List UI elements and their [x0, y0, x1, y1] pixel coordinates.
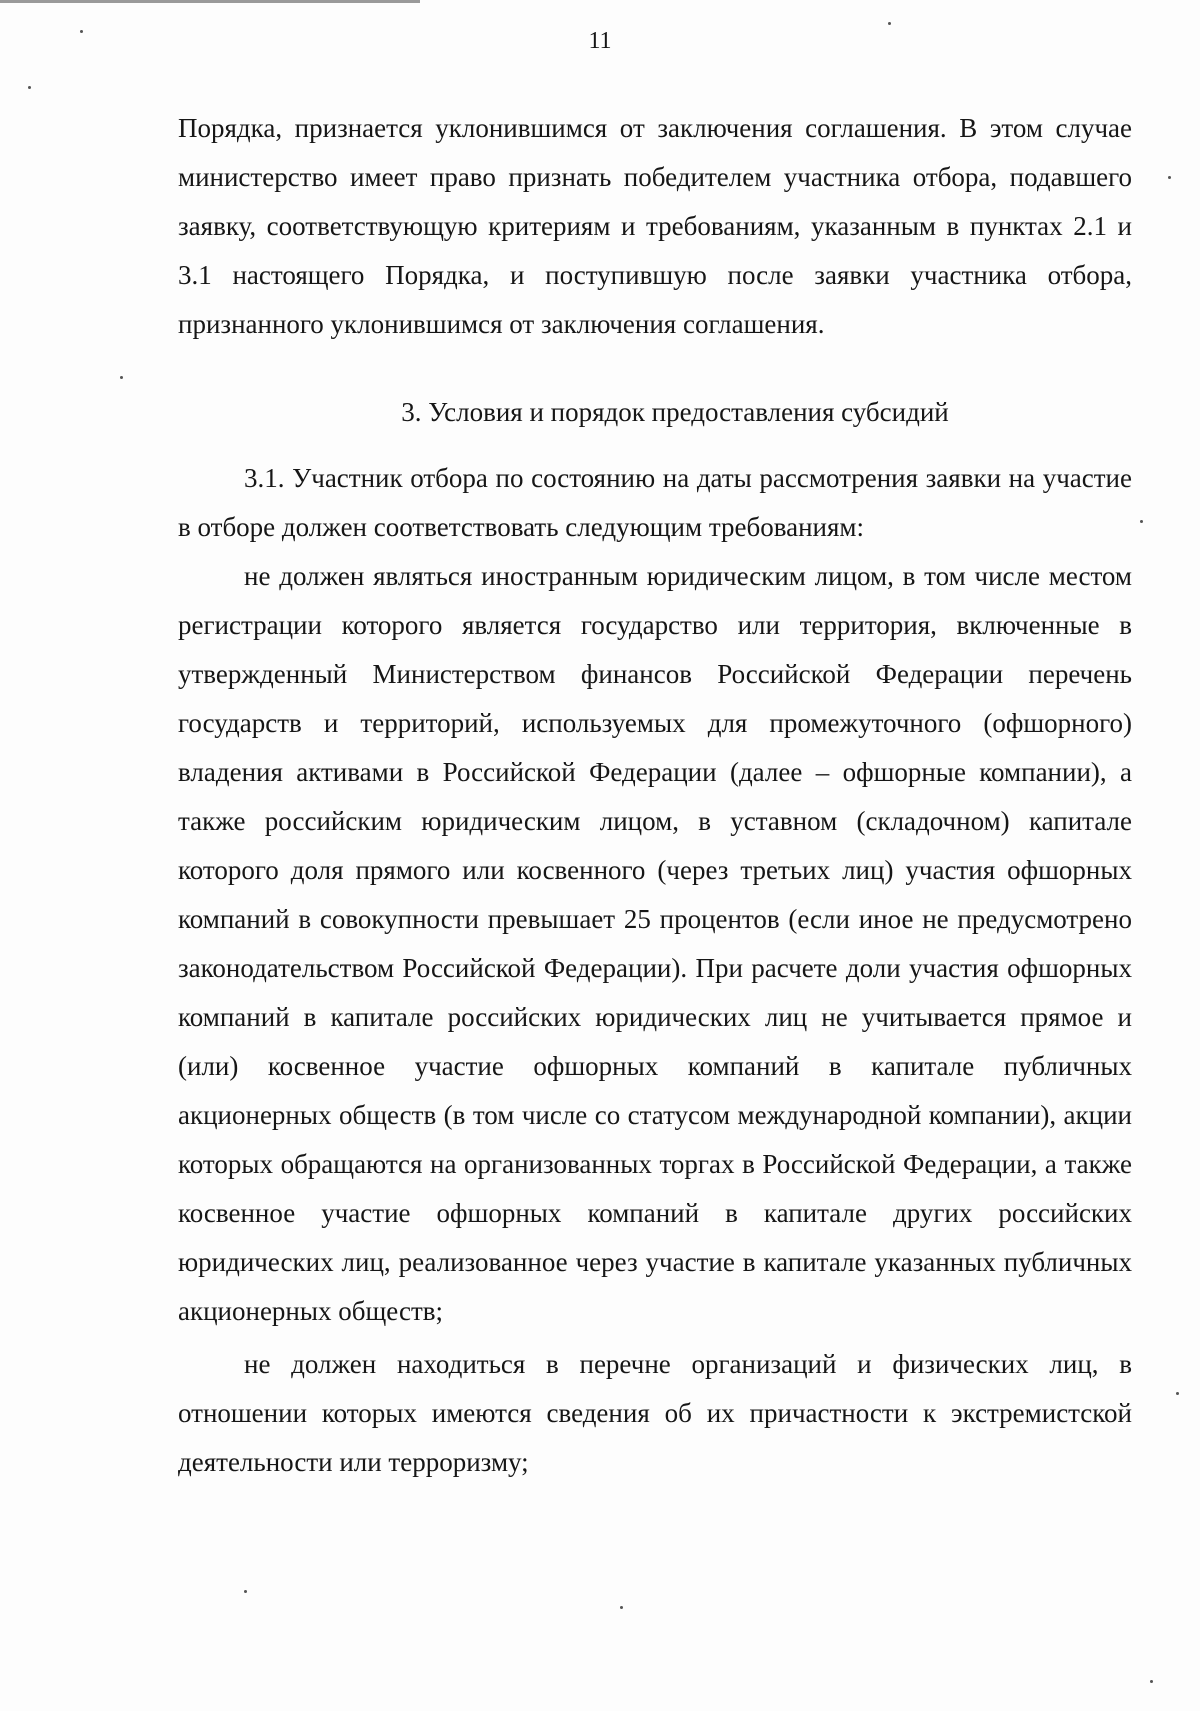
- scan-speck: [888, 22, 891, 25]
- section-heading-block: [178, 388, 1132, 437]
- scan-edge-line: [0, 0, 420, 3]
- scan-speck: [244, 1590, 247, 1593]
- paragraph-continuation: Порядка, признается уклонившимся от заключения соглашения. В этом случае министерство имеет право признать победителем участника отбора, подавшего заявку, соответствующую критериям и требованиям, указанным в пунктах 2.1 и 3.1 настоящего Порядка, и поступившую после заявки участника отбора, признанного уклонившимся от заключения соглашения.: [178, 113, 1132, 339]
- paragraph-3-1: 3.1. Участник отбора по состоянию на даты рассмотрения заявки на участие в отборе должен соответствовать следующим требованиям:: [178, 463, 1132, 542]
- scan-speck: [28, 86, 31, 89]
- page-number: 11: [588, 28, 612, 54]
- scan-speck: [1140, 520, 1143, 523]
- paragraph-extremism-requirement: не должен находиться в перечне организаций и физических лиц, в отношении которых имеются сведения об их причастности к экстремистской деятельности или терроризму;: [178, 1349, 1132, 1477]
- section-heading: 3. Условия и порядок предоставления субсидий: [401, 397, 949, 427]
- paragraph-offshore-requirement: не должен являться иностранным юридическим лицом, в том числе местом регистрации которого является государство или территория, включенные в утвержденный Министерством финансов Российской Федерации перечень государств и территорий, используемых для промежуточного (офшорного) владения активами в Российской Федерации (далее – офшорные компании), а также российским юридическим лицом, в уставном (складочном) капитале которого доля прямого или косвенного (через третьих лиц) участия офшорных компаний в совокупности превышает 25 процентов (если иное не предусмотрено законодательством Российской Федерации). При расчете доли участия офшорных компаний в капитале российских юридических лиц не учитывается прямое и (или) косвенное участие офшорных компаний в капитале публичных акционерных обществ (в том числе со статусом международной компании), акции которых обращаются на организованных торгах в Российской Федерации, а также косвенное участие офшорных компаний в капитале других российских юридических лиц, реализованное через участие в капитале указанных публичных акционерных обществ;: [178, 561, 1132, 1326]
- body-text-block: [178, 454, 1132, 1487]
- scan-speck: [1150, 1680, 1153, 1683]
- scan-speck: [1176, 1392, 1179, 1395]
- scan-speck: [620, 1606, 623, 1609]
- paragraph-continuation-block: [178, 104, 1132, 349]
- scan-speck: [120, 376, 123, 379]
- scan-speck: [80, 30, 83, 33]
- scan-speck: [1168, 176, 1171, 179]
